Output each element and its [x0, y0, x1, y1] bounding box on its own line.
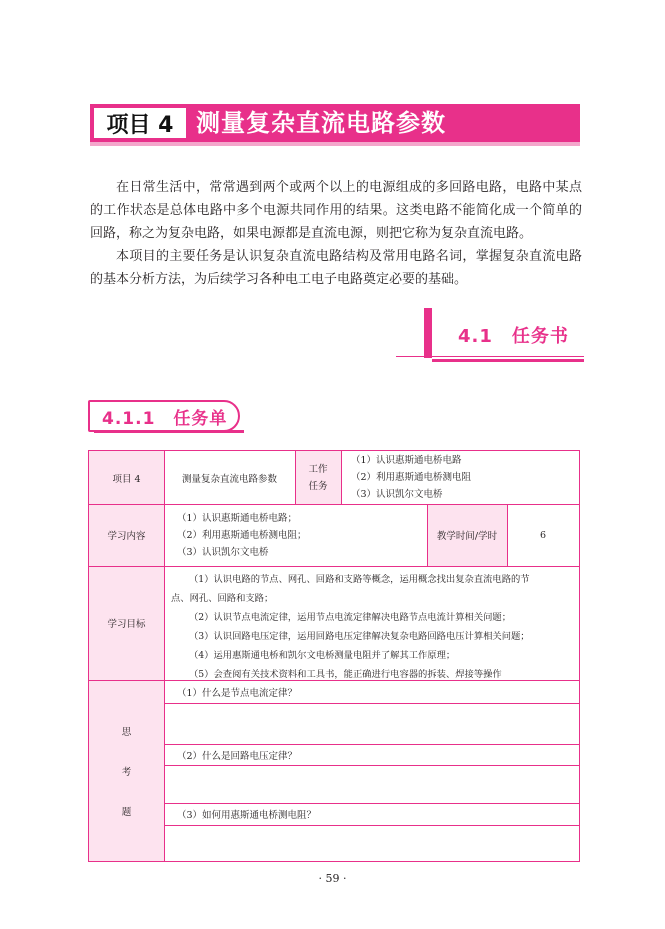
section-4-1-1-header [88, 400, 244, 432]
question-2: （2）什么是回路电压定律？ [177, 750, 298, 762]
project-label: 项目 4 [94, 108, 186, 138]
project-banner [90, 104, 580, 146]
learning-goal-item: （3）认识回路电压定律，运用回路电压定律解决复杂电路回路电压计算相关问题； [189, 631, 530, 642]
work-task-list [351, 452, 577, 505]
project-cell-name: 测量复杂直流电路参数 [181, 473, 277, 485]
intro-paragraph-1: 在日常生活中，常常遇到两个或两个以上的电源组成的多回路电路，电路中某点的工作状态是总体电路中多个电源共同作用的结果。这类电路不能简化成一个简单的回路，称之为复杂电路，如果电源都是直流电源，则把它称为复杂直流电路。 [90, 180, 582, 241]
work-task-label-line-2: 任务 [308, 480, 328, 492]
learning-content-item: （1）认识惠斯通电桥电路； [177, 513, 298, 524]
learning-goals-label: 学习目标 [107, 619, 146, 630]
questions-label [89, 680, 164, 861]
question-divider-3 [164, 765, 579, 766]
teaching-hours-label: 教学时间/学时 [436, 531, 498, 542]
learning-content-list [177, 510, 425, 566]
section-4-1-1-title: 4.1.1 任务单 [102, 409, 228, 429]
questions-label-char: 题 [121, 806, 132, 818]
question-divider-5 [164, 825, 579, 826]
task-table [88, 450, 580, 862]
section-4-1-title: 4.1 任务书 [458, 326, 569, 347]
work-task-label [295, 451, 341, 504]
learning-goals-list [171, 570, 577, 678]
work-task-label-line-1: 工作 [308, 463, 328, 475]
question-3: （3）如何用惠斯通电桥测电阻？ [177, 810, 317, 821]
learning-goal-item: 点、网孔、回路和支路； [171, 593, 274, 604]
section-4-1-rule [396, 356, 584, 357]
section-4-1-accent-bar [424, 308, 432, 358]
work-task-item: （2）利用惠斯通电桥测电阻 [351, 472, 472, 483]
project-cell-label: 项目 4 [112, 473, 141, 485]
work-task-item: （1）认识惠斯通电桥电路 [351, 455, 462, 466]
work-task-divider-2 [341, 451, 342, 504]
intro-paragraph-2: 本项目的主要任务是认识复杂直流电路结构及常用电路名词，掌握复杂直流电路的基本分析方法，为后续学习各种电工电子电路奠定必要的基础。 [90, 249, 582, 287]
learning-content-label: 学习内容 [107, 531, 146, 542]
banner-shadow [90, 142, 580, 146]
project-title: 测量复杂直流电路参数 [196, 109, 446, 137]
learning-goal-item: （4）运用惠斯通电桥和凯尔文电桥测量电阻并了解其工作原理； [189, 650, 456, 661]
section-4-1-rule-thick [432, 359, 584, 362]
questions-label-char: 思 [121, 726, 132, 738]
learning-content-item: （2）利用惠斯通电桥测电阻； [177, 530, 307, 541]
learning-goal-item: （2）认识节点电流定律，运用节点电流定律解决电路节点电流计算相关问题； [189, 612, 512, 623]
learning-content-item: （3）认识凯尔文电桥 [177, 547, 269, 558]
teaching-hours-value: 6 [539, 529, 547, 541]
question-1: （1）什么是节点电流定律？ [177, 687, 298, 699]
page-number: · 59 · [318, 872, 347, 885]
intro-text [90, 176, 582, 291]
questions-label-char: 考 [121, 766, 132, 778]
learning-goal-item: （1）认识电路的节点、网孔、回路和支路等概念，运用概念找出复杂直流电路的节 [189, 574, 530, 585]
label-column-divider [164, 451, 165, 861]
learning-goal-item: （5）会查阅有关技术资料和工具书，能正确进行电容器的拆装、焊接等操作 [189, 669, 502, 680]
work-task-item: （3）认识凯尔文电桥 [351, 489, 443, 500]
question-divider-1 [164, 703, 579, 704]
